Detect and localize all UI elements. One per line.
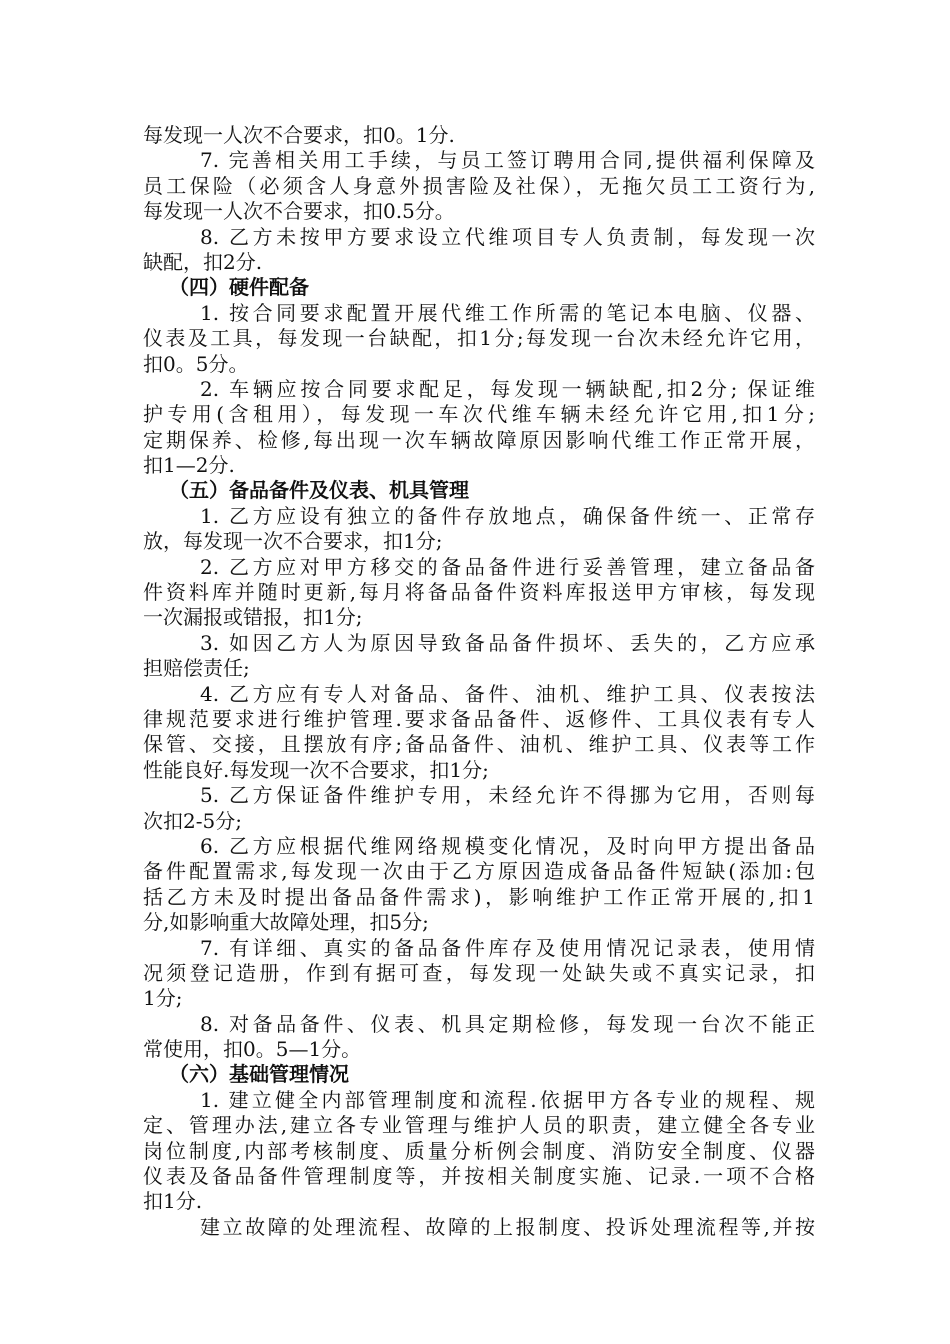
text-line: 员工保险（必须含人身意外损害险及社保），无拖欠员工工资行为, [143, 173, 815, 198]
text-line: 每发现一人次不合要求，扣0.5分。 [143, 199, 455, 224]
paragraph [143, 555, 815, 631]
paragraph [143, 1215, 815, 1240]
text-line: 1. 乙方应设有独立的备件存放地点，确保备件统一、正常存 [200, 503, 815, 528]
text-line: 5. 乙方保证备件维护专用，未经允许不得挪为它用，否则每 [200, 783, 815, 808]
paragraph [143, 377, 815, 479]
text-line: 分,如影响重大故障处理，扣5分; [143, 910, 429, 935]
text-line: 律规范要求进行维护管理.要求备品备件、返修件、工具仪表有专人 [143, 706, 815, 731]
text-line: 仪表及工具，每发现一台缺配，扣1分;每发现一台次未经允许它用， [143, 326, 815, 351]
text-line: 担赔偿责任; [143, 656, 250, 681]
paragraph [143, 1088, 815, 1215]
text-line: 次扣2-5分; [143, 808, 242, 833]
paragraph [143, 834, 815, 936]
text-line: 扣1—2分. [143, 453, 235, 478]
text-line: 岗位制度,内部考核制度、质量分析例会制度、消防安全制度、仪器 [143, 1138, 815, 1163]
text-line: 建立故障的处理流程、故障的上报制度、投诉处理流程等,并按 [200, 1214, 815, 1239]
paragraph [143, 148, 815, 224]
text-line: 1分; [143, 986, 183, 1011]
paragraph [143, 936, 815, 1012]
text-line: 2. 车辆应按合同要求配足，每发现一辆缺配,扣2分; 保证维 [200, 376, 815, 401]
text-line: 7. 完善相关用工手续，与员工签订聘用合同,提供福利保障及 [200, 148, 815, 173]
text-line: 一次漏报或错报，扣1分; [143, 605, 363, 630]
text-line: 仪表及备品备件管理制度等，并按相关制度实施、记录.一项不合格 [143, 1164, 815, 1189]
section-heading: （六）基础管理情况 [169, 1062, 349, 1087]
paragraph [143, 123, 815, 148]
text-line: 件资料库并随时更新,每月将备品备件资料库报送甲方审核，每发现 [143, 580, 815, 605]
text-line: 每发现一人次不合要求，扣0。1分. [143, 123, 455, 147]
text-line: 扣1分. [143, 1189, 203, 1214]
section-heading: （四）硬件配备 [169, 275, 309, 300]
text-line: 放，每发现一次不合要求，扣1分; [143, 529, 443, 554]
text-line: 1. 按合同要求配置开展代维工作所需的笔记本电脑、仪器、 [200, 300, 815, 325]
document-body [143, 123, 815, 1240]
text-line: 7. 有详细、真实的备品备件库存及使用情况记录表，使用情 [200, 935, 815, 960]
text-line: 1. 建立健全内部管理制度和流程.依据甲方各专业的规程、规 [200, 1087, 815, 1112]
text-line: 定、管理办法,建立各专业管理与维护人员的职责，建立健全各专业 [143, 1113, 815, 1138]
text-line: 扣0。5分。 [143, 351, 249, 376]
text-line: 备件配置需求,每发现一次由于乙方原因造成备品备件短缺(添加:包 [143, 859, 815, 884]
text-line: 6. 乙方应根据代维网络规模变化情况，及时向甲方提出备品 [200, 833, 815, 858]
paragraph [143, 631, 815, 682]
text-line: 括乙方未及时提出备品备件需求)，影响维护工作正常开展的,扣1 [143, 884, 815, 909]
paragraph [143, 682, 815, 784]
text-line: 定期保养、检修,每出现一次车辆故障原因影响代维工作正常开展， [143, 427, 815, 452]
text-line: 2. 乙方应对甲方移交的备品备件进行妥善管理，建立备品备 [200, 554, 815, 579]
text-line: 8. 乙方未按甲方要求设立代维项目专人负责制，每发现一次 [200, 224, 815, 249]
section-heading: （五）备品备件及仪表、机具管理 [169, 478, 469, 503]
text-line: 4. 乙方应有专人对备品、备件、油机、维护工具、仪表按法 [200, 681, 815, 706]
text-line: 3. 如因乙方人为原因导致备品备件损坏、丢失的，乙方应承 [200, 630, 815, 655]
paragraph [143, 225, 815, 276]
paragraph [143, 301, 815, 377]
text-line: 8. 对备品备件、仪表、机具定期检修，每发现一台次不能正 [200, 1011, 815, 1036]
text-line: 护专用(含租用），每发现一车次代维车辆未经允许它用,扣1分; [143, 402, 815, 427]
text-line: 保管、交接，且摆放有序;备品备件、油机、维护工具、仪表等工作 [143, 732, 815, 757]
text-line: 况须登记造册，作到有据可查，每发现一处缺失或不真实记录，扣 [143, 960, 815, 985]
text-line: 常使用，扣0。5—1分。 [143, 1037, 362, 1062]
text-line: 缺配，扣2分. [143, 249, 263, 274]
paragraph [143, 504, 815, 555]
paragraph [143, 783, 815, 834]
paragraph [143, 1012, 815, 1063]
text-line: 性能良好.每发现一次不合要求，扣1分; [143, 757, 489, 782]
